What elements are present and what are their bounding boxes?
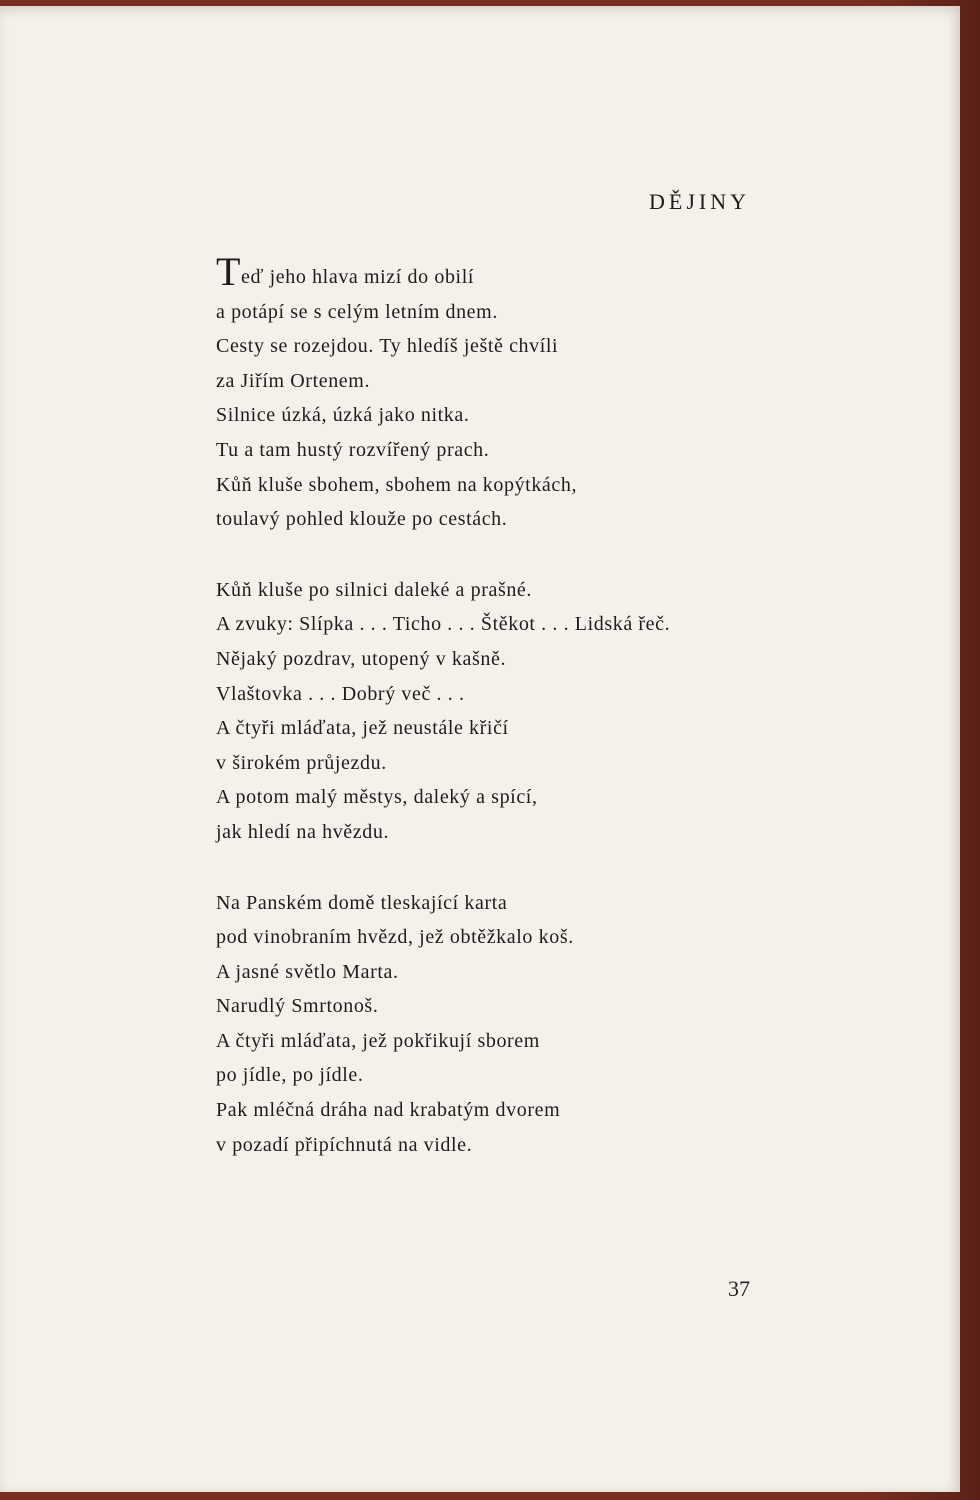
poem-line: Kůň kluše po silnici daleké a prašné. — [216, 578, 533, 601]
poem-line: Na Panském domě tleskající karta — [216, 891, 508, 914]
drop-cap: T — [216, 249, 242, 294]
poem-line: Nějaký pozdrav, utopený v kašně. — [216, 647, 507, 670]
poem-body — [216, 249, 816, 1198]
poem-line: A čtyři mláďata, jež pokřikují sborem — [216, 1029, 540, 1052]
poem-line: po jídle, po jídle. — [216, 1064, 364, 1087]
poem-line-first — [216, 249, 816, 295]
poem-line: toulavý pohled klouže po cestách. — [216, 508, 508, 531]
poem-line: Cesty se rozejdou. Ty hledíš ještě chvíli — [216, 335, 559, 358]
first-line-text: eď jeho hlava mizí do obilí — [241, 266, 475, 288]
book-page — [0, 6, 960, 1492]
poem-title: DĚJINY — [649, 189, 750, 214]
poem-line: Narudlý Smrtonoš. — [216, 995, 379, 1018]
poem-line: Vlaštovka . . . Dobrý več . . . — [216, 682, 465, 705]
poem-line: a potápí se s celým letním dnem. — [216, 300, 498, 323]
poem-line: pod vinobraním hvězd, jež obtěžkalo koš. — [216, 926, 574, 949]
poem-line: Kůň kluše sbohem, sbohem na kopýtkách, — [216, 473, 578, 496]
stanza-2 — [216, 573, 816, 850]
poem-line: A čtyři mláďata, jež neustále křičí — [216, 717, 509, 740]
poem-line: Tu a tam hustý rozvířený prach. — [216, 438, 490, 461]
poem-line: A zvuky: Slípka . . . Ticho . . . Štěkot . . . Lidská řeč. — [216, 613, 671, 636]
poem-line: v pozadí připíchnutá na vidle. — [216, 1133, 473, 1156]
poem-line: Silnice úzká, úzká jako nitka. — [216, 404, 470, 427]
page-number: 37 — [728, 1276, 750, 1301]
stanza-3 — [216, 886, 816, 1163]
poem-line: A jasné světlo Marta. — [216, 960, 399, 983]
poem-line: jak hledí na hvězdu. — [216, 820, 390, 843]
poem-line: v širokém průjezdu. — [216, 751, 387, 774]
poem-line: A potom malý městys, daleký a spící, — [216, 786, 538, 809]
poem-line: Pak mléčná dráha nad krabatým dvorem — [216, 1099, 561, 1122]
stanza-1 — [216, 249, 816, 537]
poem-line: za Jiřím Ortenem. — [216, 369, 371, 392]
